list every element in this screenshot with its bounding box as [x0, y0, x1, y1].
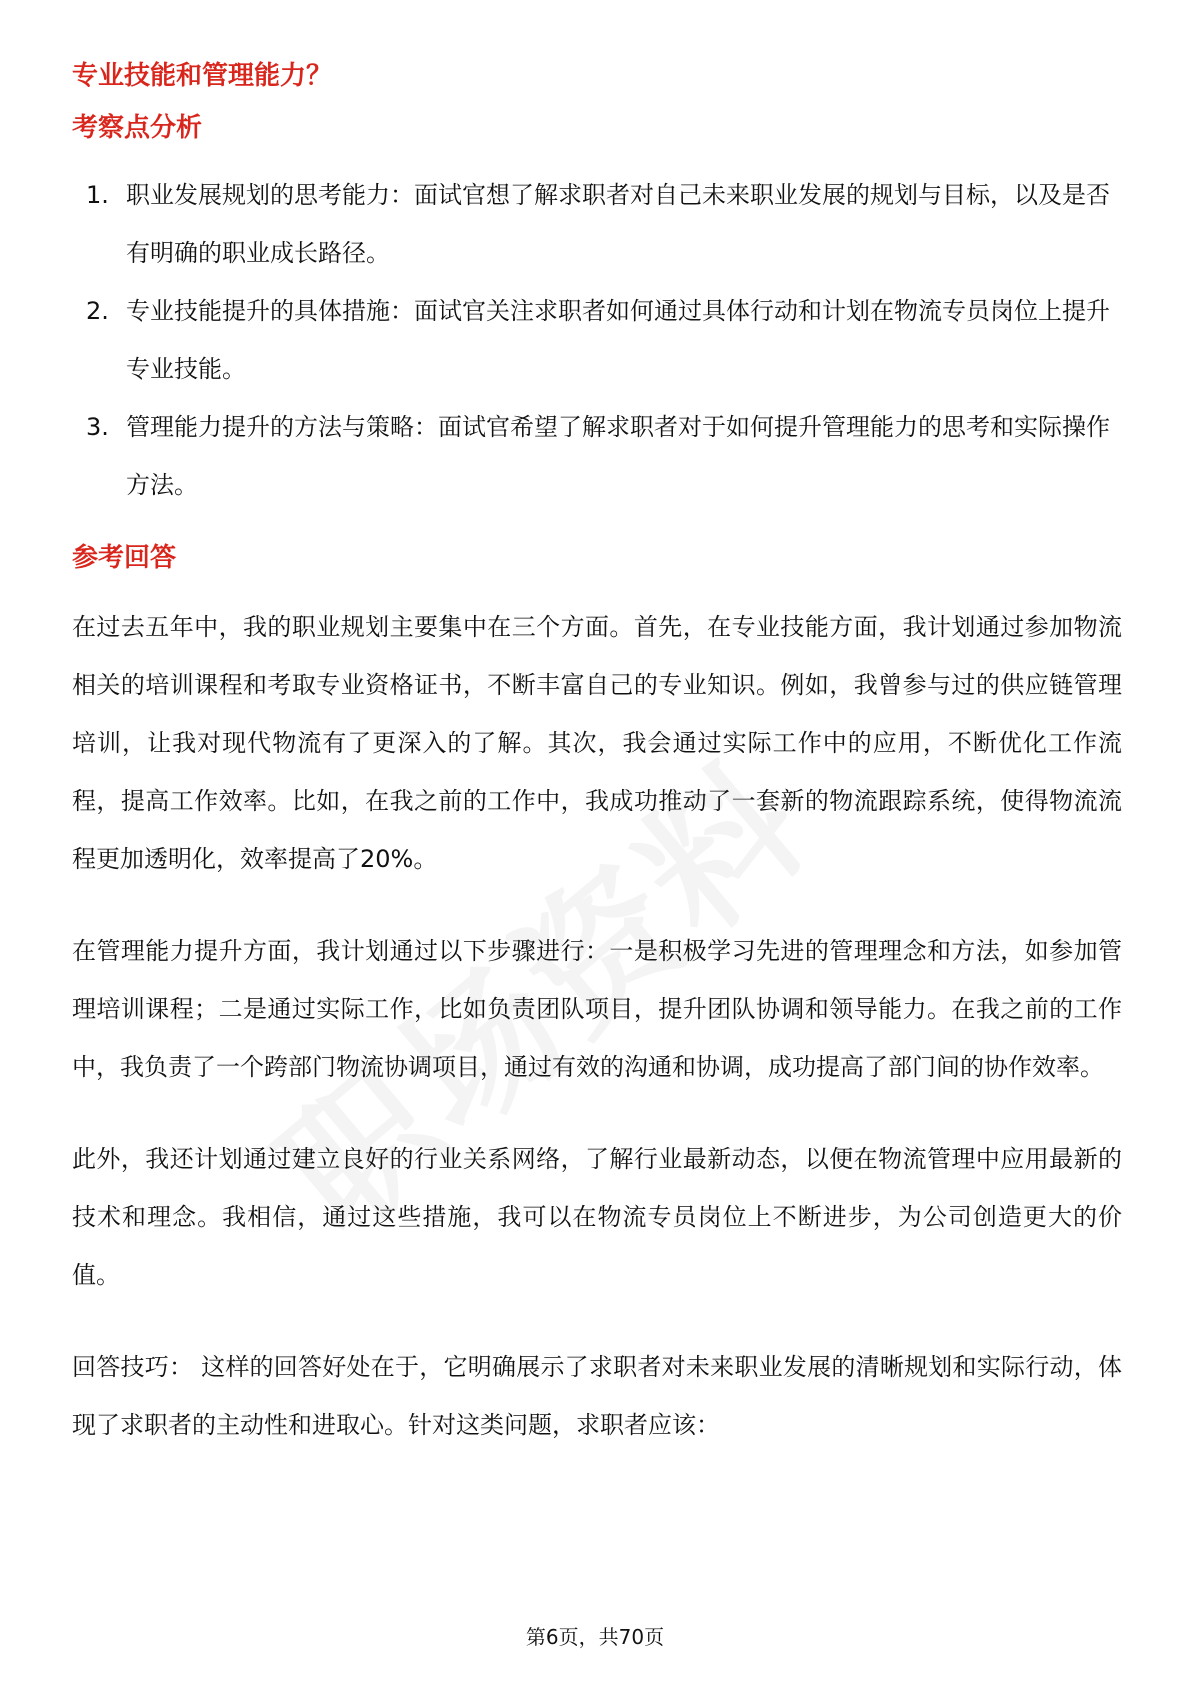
analysis-heading: 考察点分析 [72, 113, 203, 143]
list-number: 2. [86, 297, 109, 325]
answer-paragraph: 在过去五年中，我的职业规划主要集中在三个方面。首先，在专业技能方面，我计划通过参加物流相关的培训课程和考取专业资格证书，不断丰富自己的专业知识。例如，我曾参与过的供应链管理培训，让我对现代物流有了更深入的了解。其次，我会通过实际工作中的应用，不断优化工作流程，提高工作效率。比如，在我之前的工作中，我成功推动了一套新的物流跟踪系统，使得物流流程更加透明化，效率提高了20%。 [72, 613, 1122, 873]
answer-paragraph: 在管理能力提升方面，我计划通过以下步骤进行：一是积极学习先进的管理理念和方法，如参加管理培训课程；二是通过实际工作，比如负责团队项目，提升团队协调和领导能力。在我之前的工作中，我负责了一个跨部门物流协调项目，通过有效的沟通和协调，成功提高了部门间的协作效率。 [72, 937, 1122, 1081]
list-item-text: 职业发展规划的思考能力：面试官想了解求职者对自己未来职业发展的规划与目标，以及是否有明确的职业成长路径。 [126, 181, 1110, 267]
answer-paragraph: 此外，我还计划通过建立良好的行业关系网络，了解行业最新动态，以便在物流管理中应用最新的技术和理念。我相信，通过这些措施，我可以在物流专员岗位上不断进步，为公司创造更大的价值。 [72, 1145, 1122, 1289]
list-number: 3. [86, 413, 109, 441]
answer-tips: 回答技巧： 这样的回答好处在于，它明确展示了求职者对未来职业发展的清晰规划和实际行动，体现了求职者的主动性和进取心。针对这类问题，求职者应该： [72, 1353, 1122, 1439]
question-title: 专业技能和管理能力？ [72, 61, 333, 91]
answer-heading: 参考回答 [72, 543, 177, 573]
list-item [72, 282, 1122, 398]
list-item-text: 专业技能提升的具体措施：面试官关注求职者如何通过具体行动和计划在物流专员岗位上提升专业技能。 [126, 297, 1110, 383]
list-item [72, 398, 1122, 514]
analysis-list [72, 166, 1122, 514]
list-item-text: 管理能力提升的方法与策略：面试官希望了解求职者对于如何提升管理能力的思考和实际操作方法。 [126, 413, 1110, 499]
page-number: 第6页，共70页 [525, 1625, 665, 1649]
document-page [72, 52, 1122, 1454]
list-number: 1. [86, 181, 109, 209]
list-item [72, 166, 1122, 282]
